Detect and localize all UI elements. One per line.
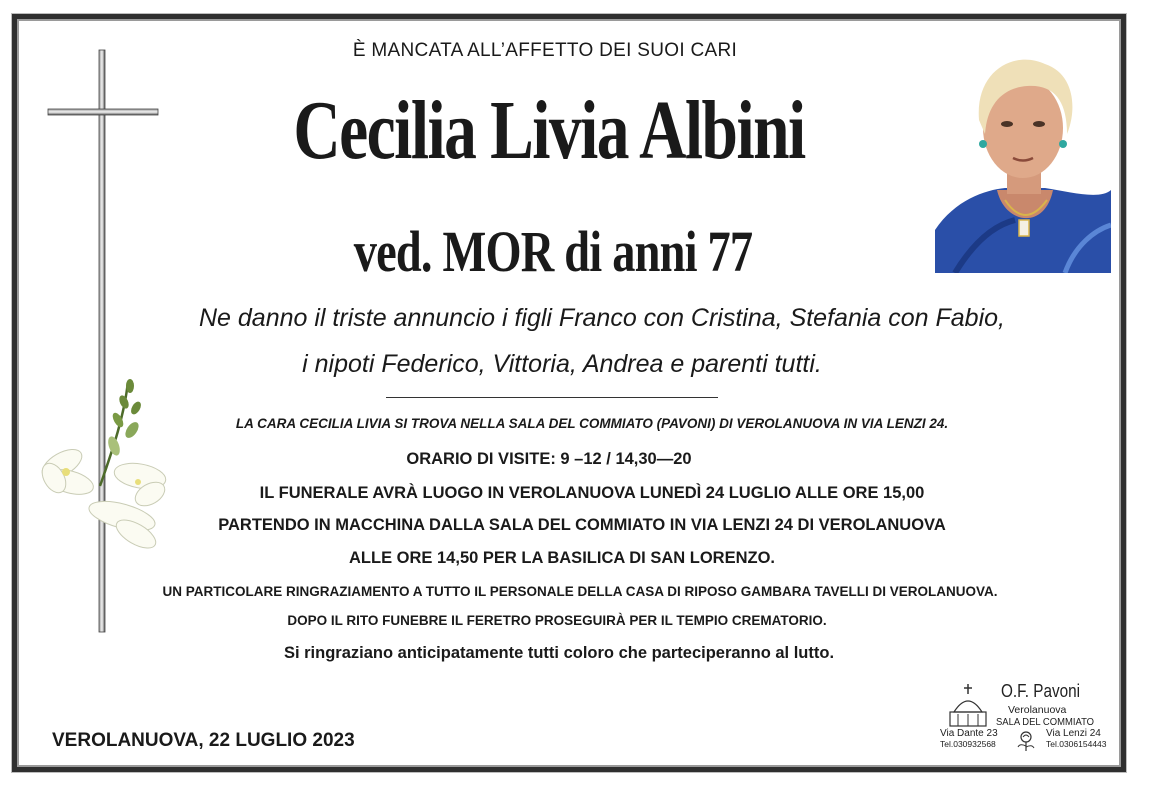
agency-logo xyxy=(938,678,1120,754)
announcement-line-1: Ne danno il triste annuncio i figli Franco con Cristina, Stefania con Fabio, xyxy=(199,304,1005,332)
place-date: VEROLANUOVA, 22 LUGLIO 2023 xyxy=(52,730,355,751)
agency-hall: SALA DEL COMMIATO xyxy=(996,716,1095,728)
info-line: LA CARA CECILIA LIVIA SI TROVA NELLA SALA DEL COMMIATO (PAVONI) DI VEROLANUOVA IN VIA LENZI 24. xyxy=(235,416,949,431)
church-icon xyxy=(946,682,990,728)
agency-phone-1: Tel.030932568 xyxy=(940,739,996,749)
announcement-line-2: i nipoti Federico, Vittoria, Andrea e parenti tutti. xyxy=(302,350,822,378)
info-line: IL FUNERALE AVRÀ LUOGO IN VEROLANUOVA LUNEDÌ 24 LUGLIO ALLE ORE 15,00 xyxy=(259,484,925,502)
intro-line: È MANCATA ALL’AFFETTO DEI SUOI CARI xyxy=(352,40,738,61)
agency-address-1: Via Dante 23 xyxy=(940,728,998,739)
deceased-name: Cecilia Livia Albini xyxy=(293,84,805,177)
info-line: DOPO IL RITO FUNEBRE IL FERETRO PROSEGUIRÀ PER IL TEMPIO CREMATORIO. xyxy=(287,613,827,628)
agency-address-2: Via Lenzi 24 xyxy=(1046,728,1101,739)
portrait-photo xyxy=(935,50,1111,273)
info-line: UN PARTICOLARE RINGRAZIAMENTO A TUTTO IL PERSONALE DELLA CASA DI RIPOSO GAMBARA TAVELLI DI VEROLANUOVA. xyxy=(162,584,998,599)
info-line: ALLE ORE 14,50 PER LA BASILICA DI SAN LORENZO. xyxy=(349,549,775,567)
info-line: ORARIO DI VISITE: 9 –12 / 14,30—20 xyxy=(406,450,692,468)
divider xyxy=(386,397,718,398)
rose-icon xyxy=(1014,730,1038,752)
deceased-subtitle: ved. MOR di anni 77 xyxy=(353,219,753,284)
agency-name: O.F. Pavoni xyxy=(1001,681,1081,701)
info-line: PARTENDO IN MACCHINA DALLA SALA DEL COMMIATO IN VIA LENZI 24 DI VEROLANUOVA xyxy=(218,516,946,534)
agency-phone-2: Tel.0306154443 xyxy=(1046,739,1107,749)
agency-town: Verolanuova xyxy=(1008,704,1067,716)
thanks-line: Si ringraziano anticipatamente tutti coloro che parteciperanno al lutto. xyxy=(283,644,835,662)
